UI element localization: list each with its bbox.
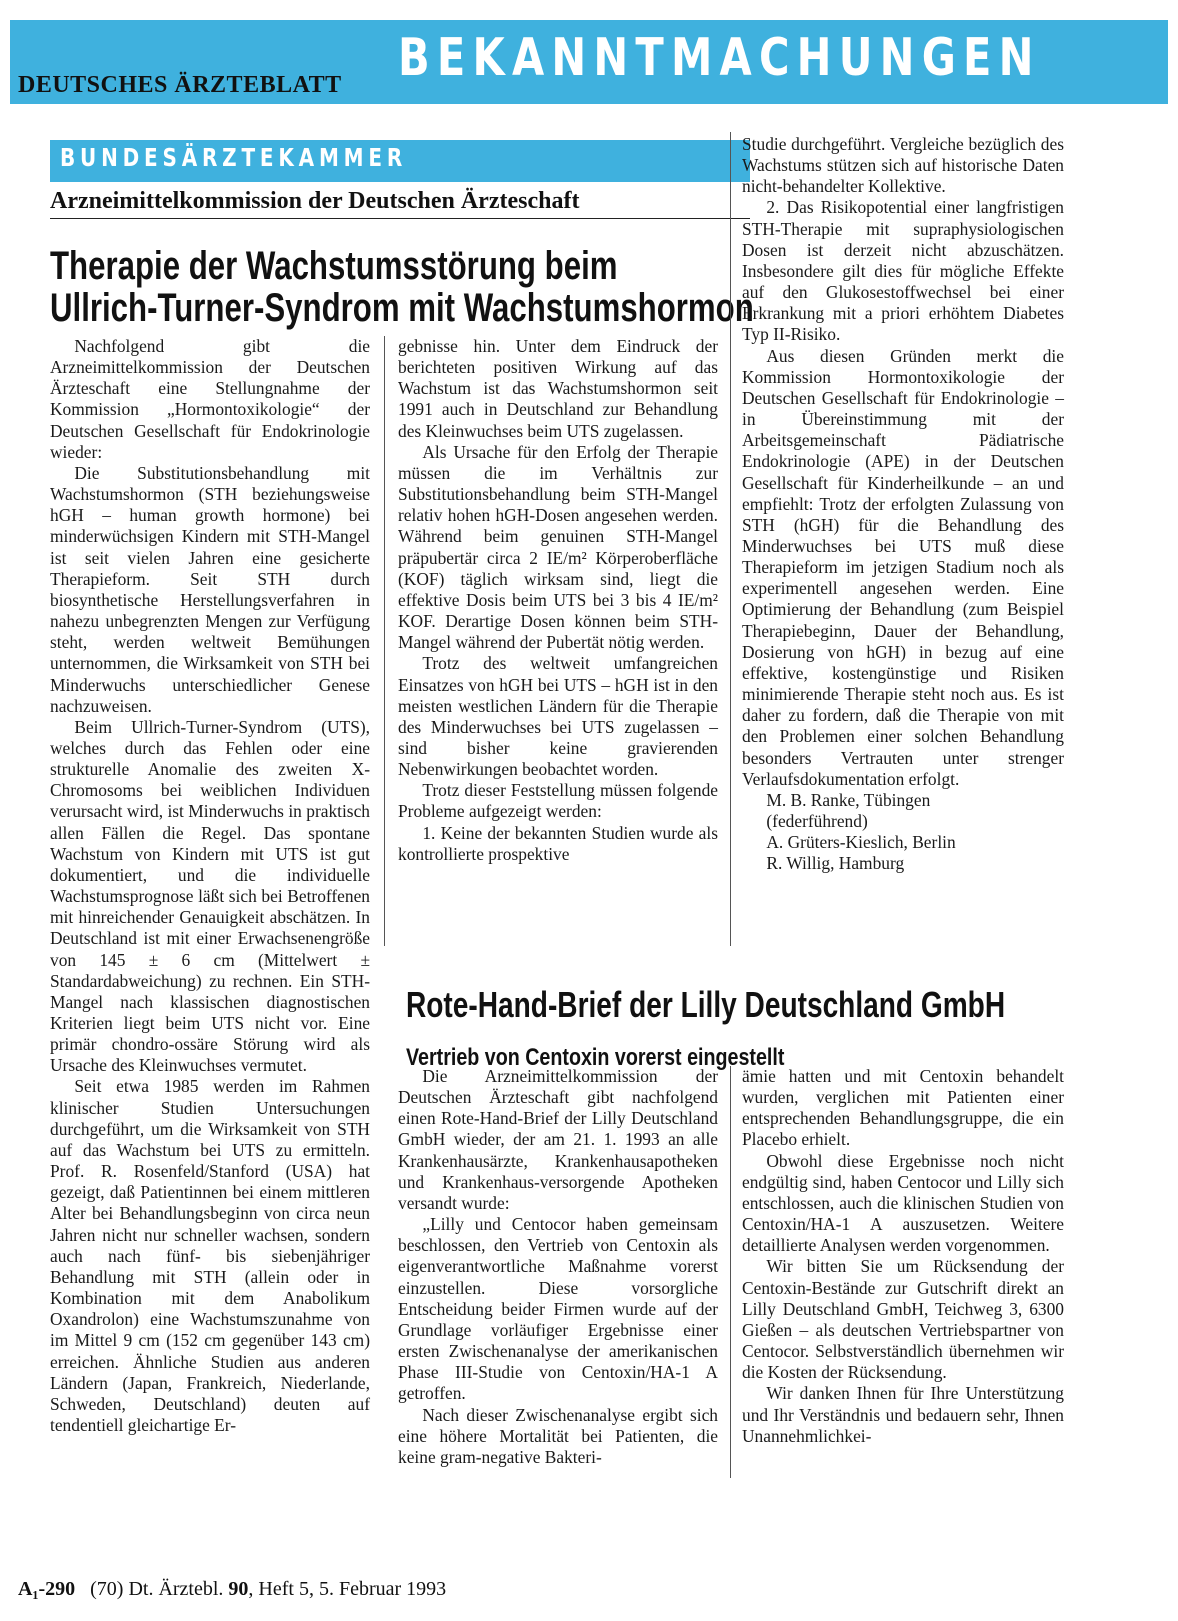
paragraph: Aus diesen Gründen merkt die Kommission Hormontoxikologie der Deutschen Gesellschaft für Endokrinologie – in Übereinstimmung mit der Arbeitsgemeinschaft Pädiatrische Endokrinologie (APE) in der Deutschen Gesellschaft für Kinderheilkunde – an und empfiehlt: Trotz der erfolgten Zulassung von STH (hGH) für die Behandlung des Minderwuchses bei UTS muß diese Therapieform im jetzigen Stadium noch als experimentell angesehen werden. Eine Optimierung der Behandlung (zum Beispiel Therapiebeginn, Dauer der Behandlung, Dosierung von hGH) in bezug auf eine effektive, kostengünstige und Risiken minimierende Therapie steht noch aus. Es ist daher zu fordern, daß die Therapie von mit den Problemen einer solchen Behandlung besonders Vertrauten unter strenger Verlaufsdokumentation erfolgt. — [742, 345, 1064, 789]
page-number: A₁-290 — [18, 1578, 76, 1600]
article-title-line-2: Ullrich-Turner-Syndrom mit Wachstumshormon — [50, 286, 754, 330]
paragraph: Als Ursache für den Erfolg der Therapie müssen die im Verhältnis zur Substitutionsbehandlung beim STH-Mangel relativ hohen hGH-Dosen angesehen werden. Während beim genuinen STH-Mangel präpubertär circa 2 IE/m² Körperoberfläche (KOF) täglich wirksam sind, liegt die effektive Dosis beim UTS bei 3 bis 4 IE/m² KOF. Derartige Dosen können beim STH-Mangel während der Pubertät nötig werden. — [398, 441, 718, 653]
journal-abbreviation: Dt. Ärztebl. — [128, 1578, 224, 1600]
article1-column-1 — [50, 336, 370, 1436]
paragraph: Studie durchgeführt. Vergleiche bezüglich des Wachstums stützen sich auf historische Daten nicht-behandelter Kollektive. — [742, 134, 1064, 197]
column-rule — [384, 336, 385, 946]
organization-heading: Arzneimittelkommission der Deutschen Ärzteschaft — [50, 188, 750, 219]
issue-page: (70) — [90, 1578, 124, 1600]
signature: R. Willig, Hamburg — [766, 853, 905, 874]
paragraph: Beim Ullrich-Turner-Syndrom (UTS), welches durch das Fehlen oder eine strukturelle Anomalie des zweiten X-Chromosoms bei weiblichen Individuen verursacht wird, ist Minderwuchs in praktisch allen Fällen die Regel. Das spontane Wachstum von Kindern mit UTS ist gut dokumentiert, und die individuelle Wachstumsprognose läßt sich bei Betroffenen mit hinreichender Genauigkeit abschätzen. In Deutschland ist mit einer Erwachsenengröße von 145 ± 6 cm (Mittelwert ± Standardabweichung) zu rechnen. Ein STH-Mangel nach klassischen diagnostischen Kriterien liegt beim UTS nicht vor. Eine primär chondro-ossäre Störung wird als Ursache des Kleinwuchses vermutet. — [50, 716, 370, 1076]
paragraph: Trotz dieser Feststellung müssen folgende Probleme aufgezeigt werden: — [398, 780, 718, 822]
paragraph: Nachfolgend gibt die Arzneimittelkommission der Deutschen Ärzteschaft eine Stellungnahme der Kommission „Hormontoxikologie“ der Deutschen Gesellschaft für Endokrinologie wieder: — [50, 336, 370, 462]
signature: A. Grüters-Kieslich, Berlin — [766, 832, 956, 853]
journal-name: DEUTSCHES ÄRZTEBLATT — [18, 72, 342, 98]
article2-column-3 — [742, 1066, 1064, 1447]
page-footer — [18, 1578, 446, 1601]
article-title-line-1: Therapie der Wachstumsstörung beim — [50, 244, 618, 288]
paragraph: Wir bitten Sie um Rücksendung der Centoxin-Bestände zur Gutschrift direkt an Lilly Deutschland GmbH, Teichweg 3, 6300 Gießen – als deutschen Vertriebspartner von Centocor. Selbstverständlich übernehmen wir die Kosten der Rücksendung. — [742, 1256, 1064, 1383]
paragraph: ämie hatten und mit Centoxin behandelt wurden, verglichen mit Patienten einer entsprechenden Behandlungsgruppe, die ein Placebo erhielt. — [742, 1066, 1064, 1150]
paragraph: „Lilly und Centocor haben gemeinsam beschlossen, den Vertrieb von Centoxin als eigenverantwortliche Maßnahme vorerst einzustellen. Diese vorsorgliche Entscheidung beider Firmen wurde auf der Grundlage vorläufiger Ergebnisse einer ersten Zwischenanalyse der amerikanischen Phase III-Studie von Centoxin/HA-1 A getroffen. — [398, 1214, 718, 1404]
article2-subtitle: Vertrieb von Centoxin vorerst eingestellt — [406, 1044, 785, 1071]
issue-info: , Heft 5, 5. Februar 1993 — [248, 1578, 447, 1600]
paragraph: 1. Keine der bekannten Studien wurde als kontrollierte prospektive — [398, 822, 718, 864]
paragraph: Die Arzneimittelkommission der Deutschen Ärzteschaft gibt nachfolgend einen Rote-Hand-Brief der Lilly Deutschland GmbH wieder, der am 21. 1. 1993 an alle Krankenhausärzte, Krankenhausapotheken und Krankenhaus-versorgende Apotheken versandt wurde: — [398, 1066, 718, 1213]
paragraph: Trotz des weltweit umfangreichen Einsatzes von hGH bei UTS – hGH ist in den meisten westlichen Ländern für die Therapie des Minderwuchses bei UTS zugelassen – sind bisher keine gravierenden Nebenwirkungen beobachtet worden. — [398, 653, 718, 780]
paragraph: Nach dieser Zwischenanalyse ergibt sich eine höhere Mortalität bei Patienten, die keine gram-negative Bakteri- — [398, 1404, 718, 1467]
signature: (federführend) — [766, 811, 868, 831]
paragraph: 2. Das Risikopotential einer langfristigen STH-Therapie mit supraphysiologischen Dosen ist derzeit nicht abzuschätzen. Insbesondere gilt dies für mögliche Effekte auf den Glukosestoffwechsel bei einer Erkrankung mit a priori erhöhtem Diabetes Typ II-Risiko. — [742, 197, 1064, 345]
article1-column-3 — [742, 134, 1064, 874]
paragraph: Die Substitutionsbehandlung mit Wachstumshormon (STH beziehungsweise hGH – human growth hormone) bei minderwüchsigen Kindern mit STH-Mangel ist seit vielen Jahren eine gesicherte Therapieform. Seit STH durch biosynthetische Herstellungsverfahren in nahezu unbegrenzten Mengen zur Verfügung steht, werden weltweit Bemühungen unternommen, die Wirksamkeit von STH bei Minderwuchs unterschiedlicher Genese nachzuweisen. — [50, 462, 370, 716]
article2-title: Rote-Hand-Brief der Lilly Deutschland GmbH — [406, 984, 1006, 1025]
volume-number: 90 — [228, 1578, 249, 1600]
article1-column-2 — [398, 336, 718, 865]
paragraph: Obwohl diese Ergebnisse noch nicht endgültig sind, haben Centocor und Lilly sich entschlossen, auch die klinischen Studien von Centoxin/HA-1 A auszusetzen. Weitere detaillierte Analysen werden vorgenommen. — [742, 1150, 1064, 1256]
section-title: BEKANNTMACHUNGEN — [398, 28, 1041, 88]
article2-column-2 — [398, 1066, 718, 1468]
kicker-label: BUNDESÄRZTEKAMMER — [60, 143, 408, 172]
paragraph: gebnisse hin. Unter dem Eindruck der berichteten positiven Wirkung auf das Wachstum ist das Wachstumshormon seit 1991 auch in Deutschland zur Behandlung des Kleinwuchses beim UTS zugelassen. — [398, 336, 718, 441]
paragraph: Wir danken Ihnen für Ihre Unterstützung und Ihr Verständnis und bedauern sehr, Ihnen Unannehmlichkei- — [742, 1383, 1064, 1446]
signature: M. B. Ranke, Tübingen — [766, 789, 931, 810]
column-rule — [730, 132, 731, 946]
paragraph: Seit etwa 1985 werden im Rahmen klinischer Studien Untersuchungen durchgeführt, um die Wirksamkeit von STH auf das Wachstum bei UTS zu ermitteln. Prof. R. Rosenfeld/Stanford (USA) hat gezeigt, daß Patientinnen bei einem mittleren Alter bei Behandlungsbeginn von circa neun Jahren nicht nur schneller wachsen, sondern auch nach fünf- bis siebenjähriger Behandlung mit STH (allein oder in Kombination mit dem Anabolikum Oxandrolon) eine Wachstumszunahme von im Mittel 9 cm (152 cm gegenüber 143 cm) erreichen. Ähnliche Studien aus anderen Ländern (Japan, Frankreich, Niederlande, Schweden, Deutschland) deuten auf tendentiell gleichartige Er- — [50, 1076, 370, 1435]
column-rule — [730, 1066, 731, 1478]
